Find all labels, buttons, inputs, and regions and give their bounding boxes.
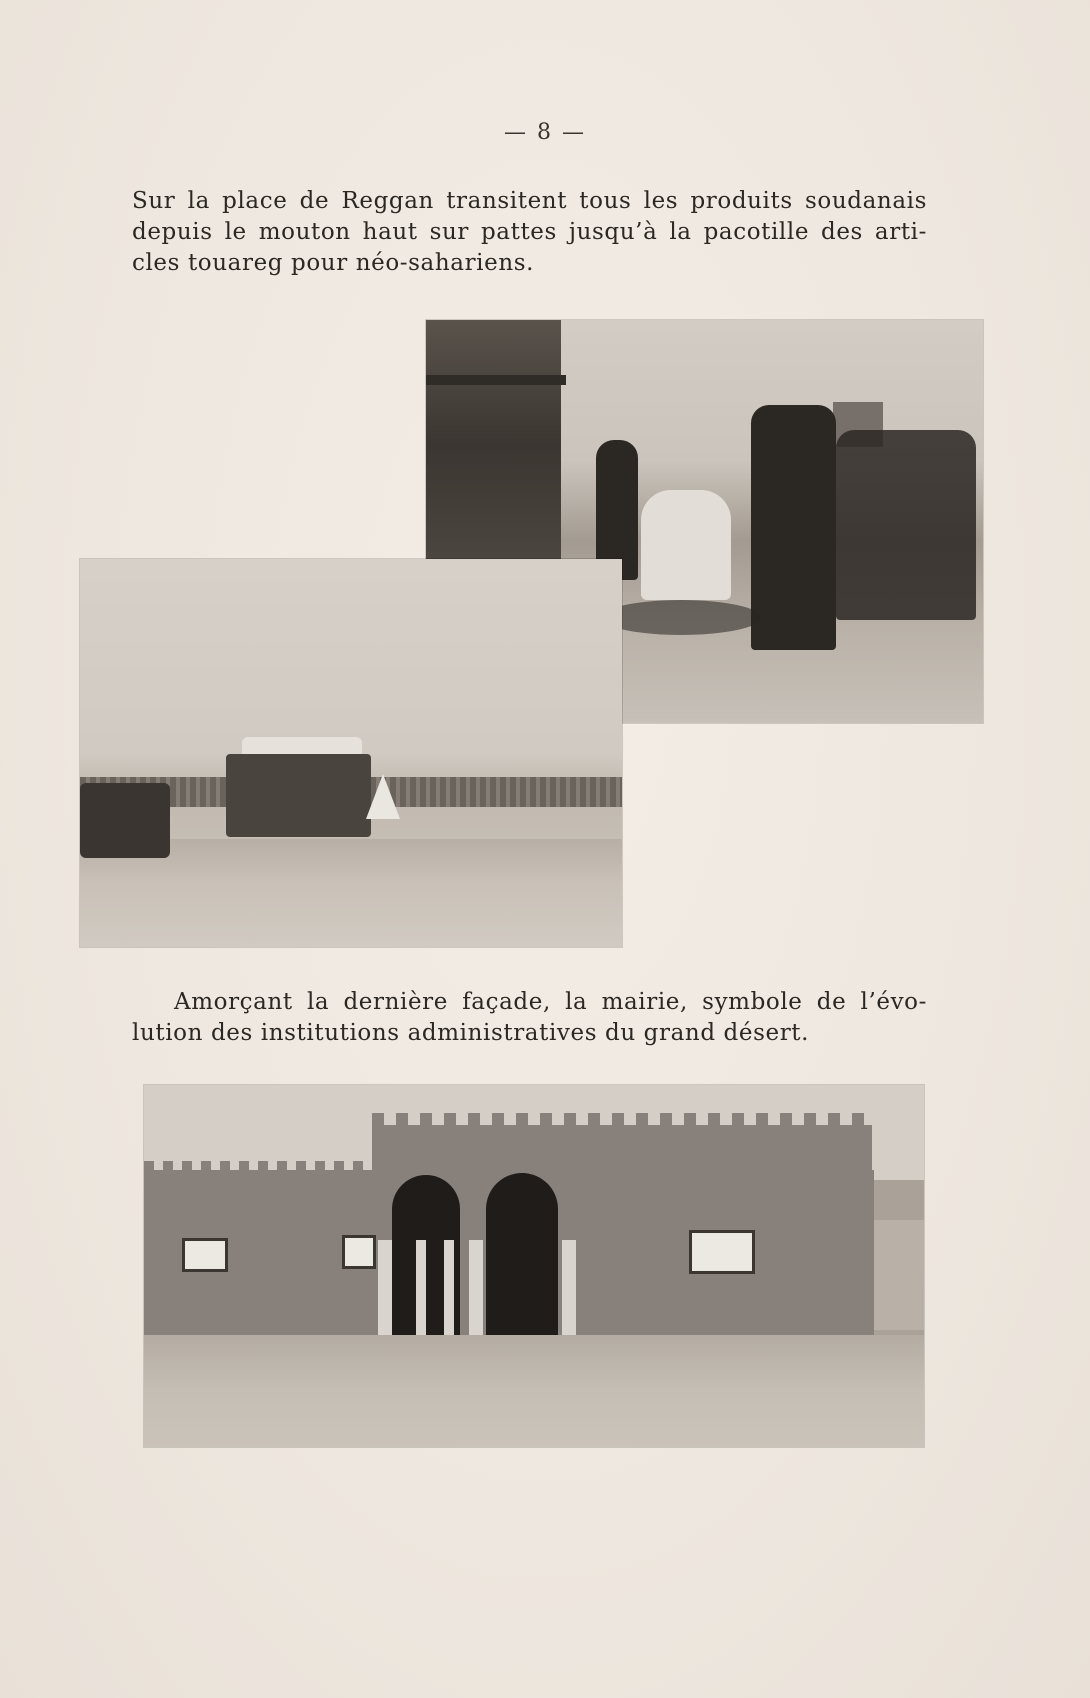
- square-ground: [144, 1335, 924, 1447]
- paragraph-market: [132, 186, 927, 279]
- paragraph-line: depuis le mouton haut sur pattes jusqu’à la pacotille des arti-: [132, 219, 927, 245]
- truck-silhouette: [80, 783, 170, 858]
- paragraph-line: cles touareg pour néo-sahariens.: [132, 250, 535, 276]
- crowd: [836, 430, 976, 620]
- paragraph-line: lution des institutions administratives du grand désert.: [132, 1020, 810, 1046]
- pillar: [416, 1240, 426, 1335]
- town-hall-photo: [144, 1085, 924, 1447]
- pillar: [378, 1240, 392, 1335]
- paragraph-line: Sur la place de Reggan transitent tous les produits soudanais: [132, 188, 927, 214]
- window: [342, 1235, 376, 1269]
- window: [182, 1238, 228, 1272]
- pillar: [562, 1240, 576, 1335]
- upper-wall: [372, 1125, 872, 1173]
- page-number: — 8 —: [504, 120, 586, 145]
- arch: [486, 1173, 558, 1335]
- truck-silhouette: [426, 320, 561, 570]
- side-building: [874, 1220, 924, 1330]
- pillar: [469, 1240, 483, 1335]
- robed-figure: [641, 490, 731, 600]
- trucks-photo: [80, 559, 622, 947]
- paragraph-mairie: [132, 987, 927, 1049]
- pillar: [444, 1240, 454, 1335]
- window: [689, 1230, 755, 1274]
- paragraph-line: Amorçant la dernière façade, la mairie, symbole de l’évo-: [174, 989, 927, 1015]
- truck-rail: [426, 375, 566, 385]
- truck-silhouette: [226, 754, 371, 837]
- figure: [751, 405, 836, 650]
- ground-shadow: [601, 600, 761, 635]
